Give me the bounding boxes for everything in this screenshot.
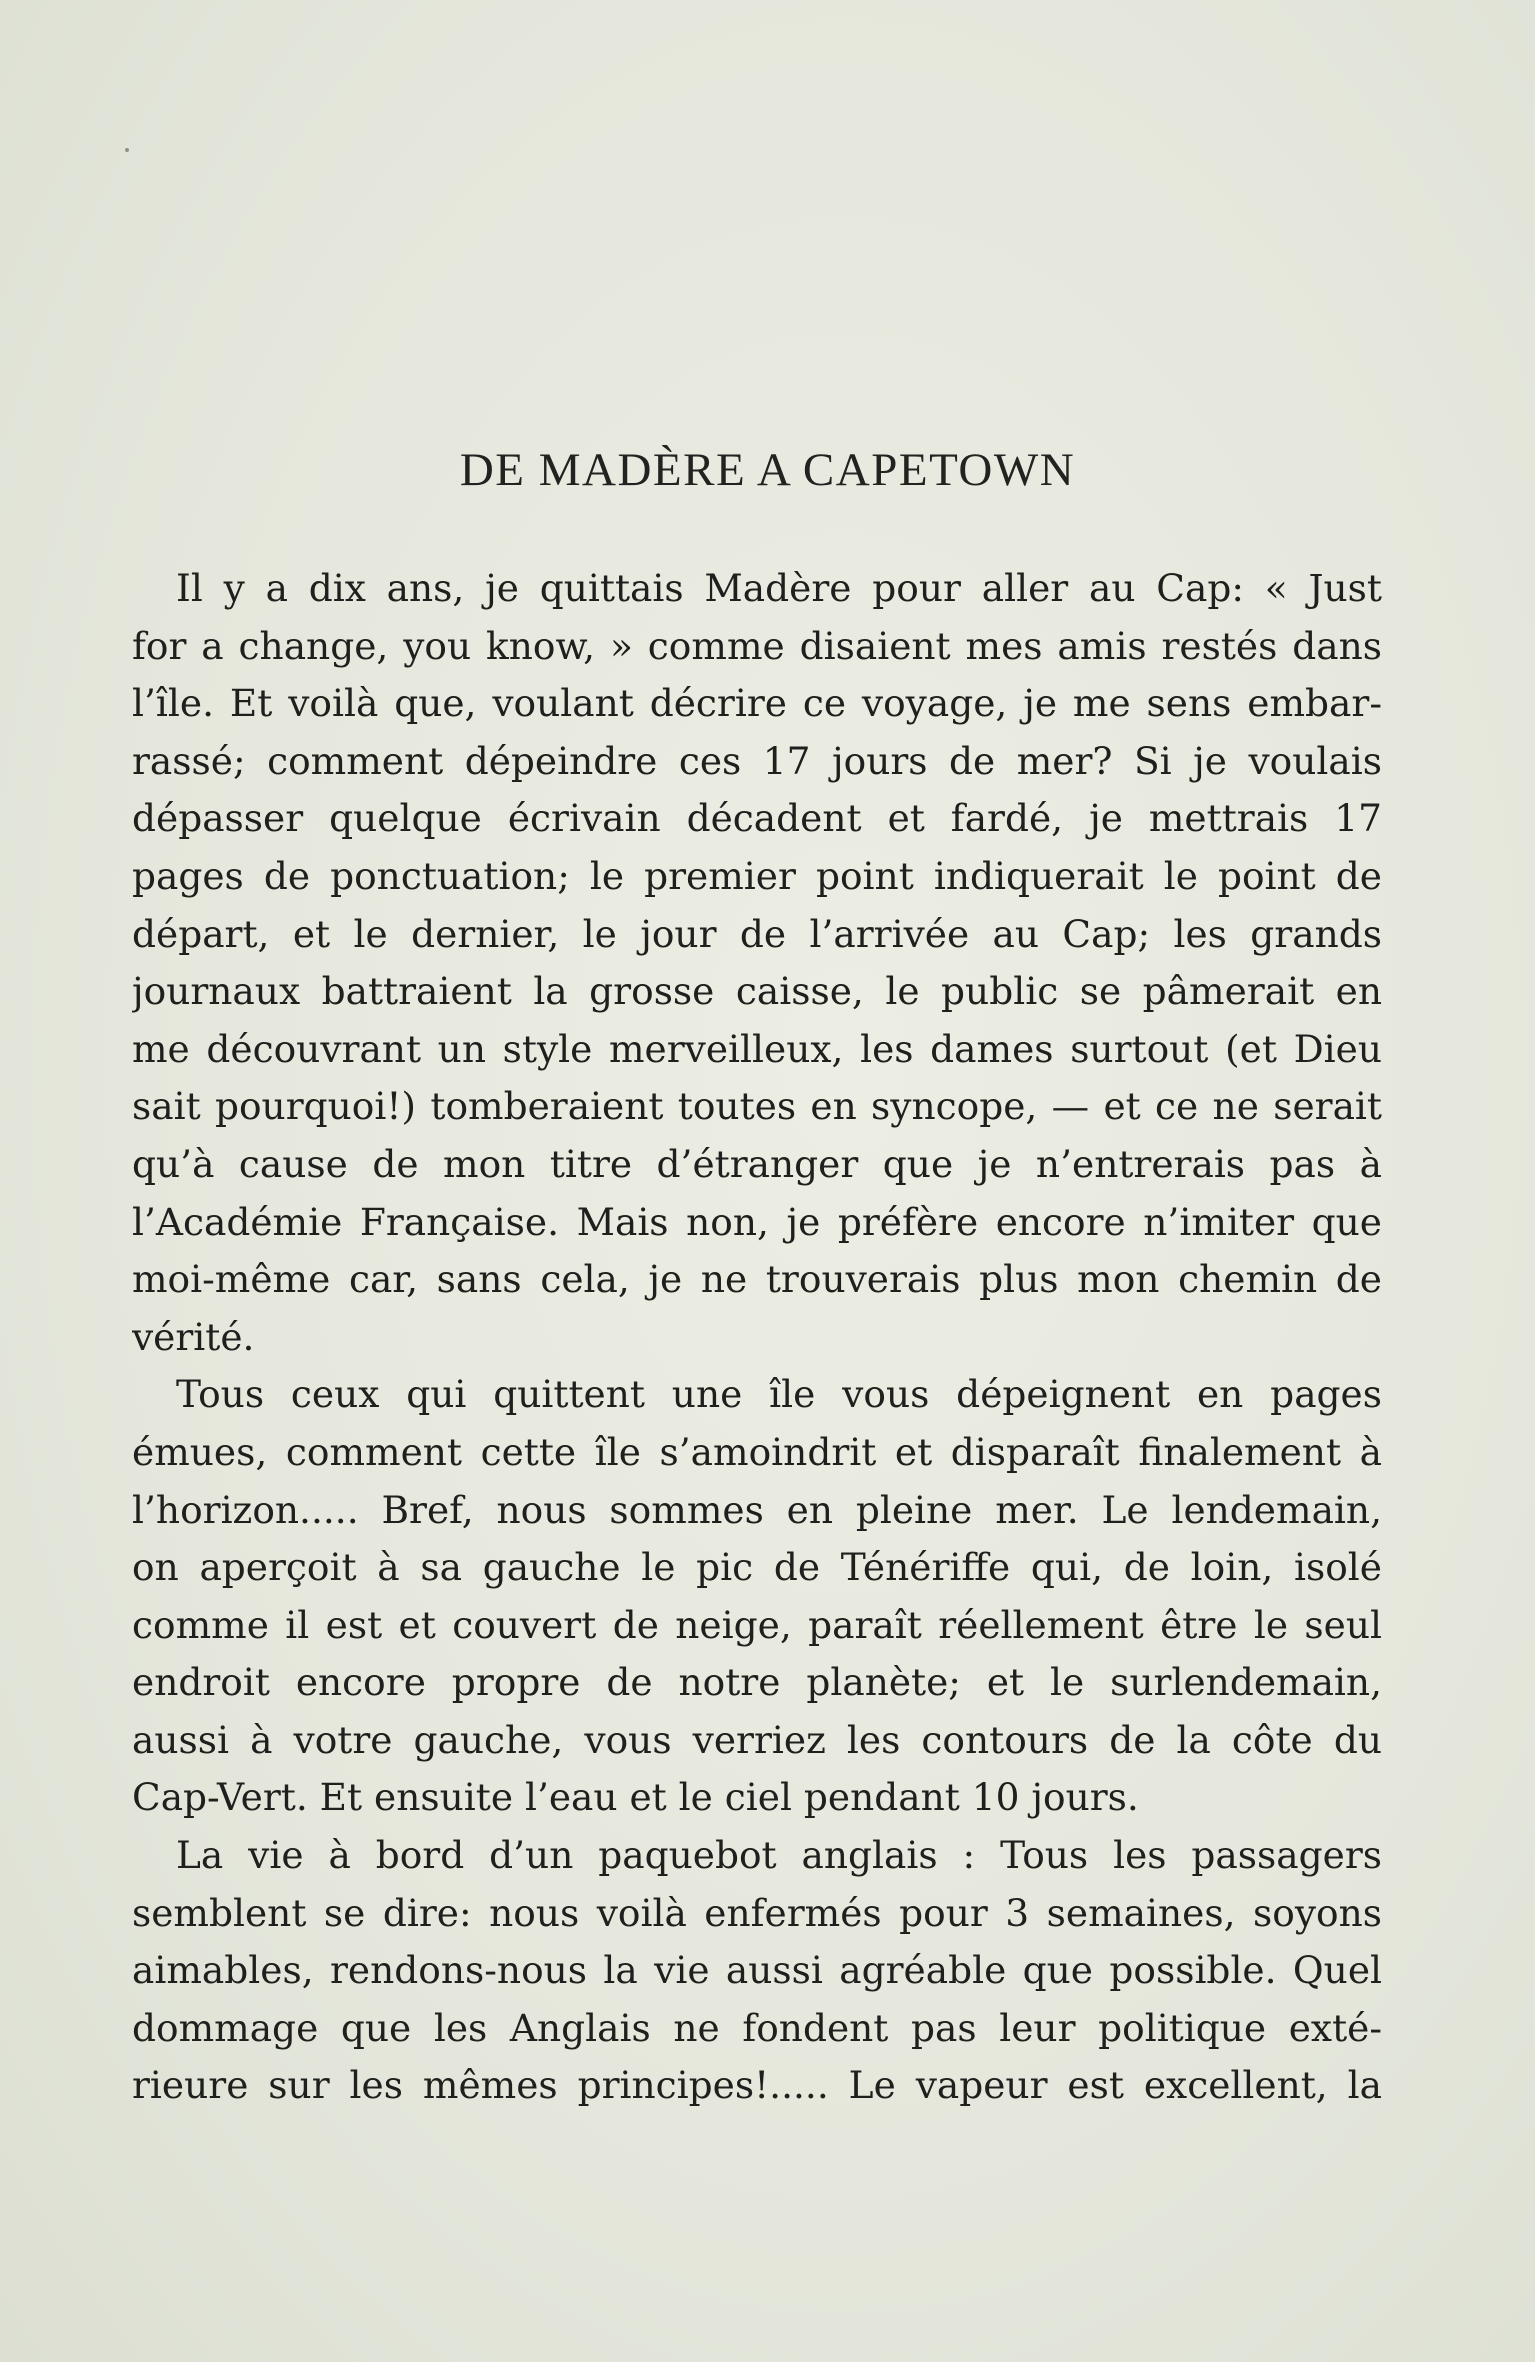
text-line: sait pourquoi!) tomberaient toutes en syncope, — et ce ne serait bbox=[132, 1084, 1382, 1129]
text-line: émues, comment cette île s’amoindrit et disparaît finalement à bbox=[132, 1429, 1382, 1474]
text-line: aussi à votre gauche, vous verriez les contours de la côte du bbox=[132, 1717, 1382, 1762]
text-line: La vie à bord d’un paquebot anglais : Tous les passagers bbox=[176, 1833, 1382, 1878]
chapter-title: DE MADÈRE A CAPETOWN bbox=[459, 444, 1076, 496]
text-line: comme il est et couvert de neige, paraît réellement être le seul bbox=[132, 1602, 1382, 1647]
body-text bbox=[132, 560, 1382, 2115]
text-line: semblent se dire: nous voilà enfermés pour 3 semaines, soyons bbox=[132, 1890, 1382, 1935]
paragraph-3 bbox=[132, 1827, 1382, 2115]
text-line: on aperçoit à sa gauche le pic de Ténériffe qui, de loin, isolé bbox=[132, 1545, 1382, 1590]
text-line: qu’à cause de mon titre d’étranger que je n’entrerais pas à bbox=[132, 1141, 1382, 1186]
text-line: Cap-Vert. Et ensuite l’eau et le ciel pendant 10 jours. bbox=[132, 1775, 1139, 1820]
text-line: dommage que les Anglais ne fondent pas leur politique exté- bbox=[132, 2005, 1382, 2050]
text-line: journaux battraient la grosse caisse, le public se pâmerait en bbox=[132, 969, 1382, 1014]
text-line: vérité. bbox=[132, 1314, 255, 1359]
text-line: l’horizon..... Bref, nous sommes en pleine mer. Le lendemain, bbox=[132, 1487, 1382, 1532]
text-line: Tous ceux qui quittent une île vous dépeignent en pages bbox=[176, 1372, 1382, 1417]
paper-speck bbox=[125, 148, 129, 152]
text-line: Il y a dix ans, je quittais Madère pour aller au Cap: « Just bbox=[176, 566, 1382, 610]
text-line: aimables, rendons-nous la vie aussi agréable que possible. Quel bbox=[132, 1948, 1382, 1993]
text-line: me découvrant un style merveilleux, les dames surtout (et Dieu bbox=[132, 1026, 1382, 1071]
text-line: moi-même car, sans cela, je ne trouverais plus mon chemin de bbox=[132, 1257, 1382, 1302]
text-line: rieure sur les mêmes principes!..... Le vapeur est excellent, la bbox=[132, 2063, 1382, 2108]
text-line: l’île. Et voilà que, voulant décrire ce voyage, je me sens embar- bbox=[132, 681, 1382, 726]
text-line: l’Académie Française. Mais non, je préfère encore n’imiter que bbox=[132, 1199, 1382, 1244]
text-line: endroit encore propre de notre planète; et le surlendemain, bbox=[132, 1660, 1382, 1705]
text-line: dépasser quelque écrivain décadent et fardé, je mettrais 17 bbox=[132, 796, 1382, 841]
paragraph-2 bbox=[132, 1366, 1382, 1827]
paragraph-1 bbox=[132, 560, 1382, 1366]
text-line: for a change, you know, » comme disaient mes amis restés dans bbox=[132, 623, 1382, 668]
text-line: départ, et le dernier, le jour de l’arrivée au Cap; les grands bbox=[132, 911, 1382, 956]
text-line: rassé; comment dépeindre ces 17 jours de mer? Si je voulais bbox=[132, 738, 1382, 783]
text-line: pages de ponctuation; le premier point indiquerait le point de bbox=[132, 853, 1382, 898]
